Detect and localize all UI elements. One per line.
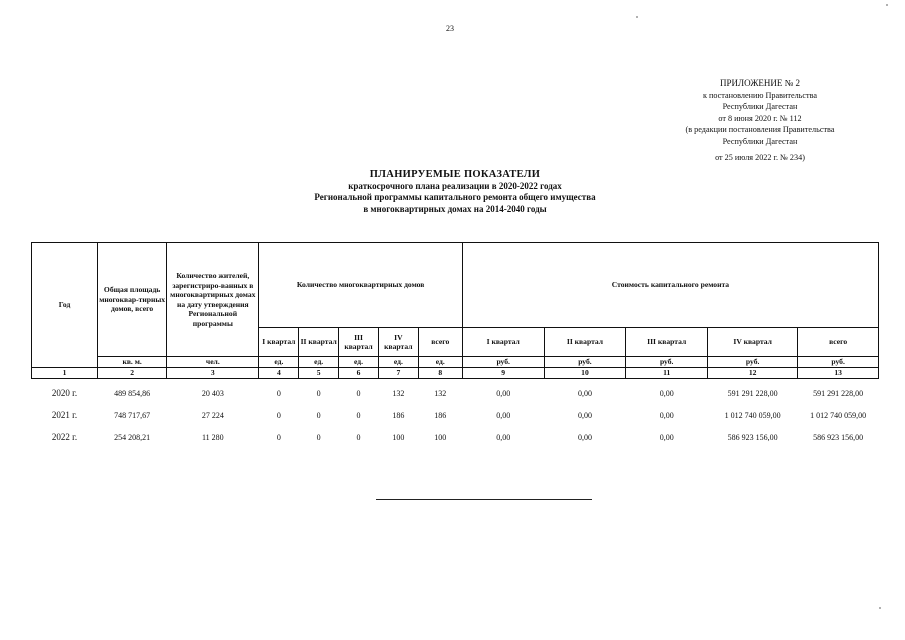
quarter-header: III квартал [626,328,708,357]
quarter-header: IV квартал [378,328,418,357]
column-number: 4 [259,367,299,378]
column-number: 12 [708,367,798,378]
table-cell: 100 [434,432,447,442]
quarter-header: I квартал [259,328,299,357]
table-cell: 0,00 [577,410,592,420]
table-cell: 748 717,67 [114,410,151,420]
column-number: 2 [98,367,167,378]
heading-line: краткосрочного плана реализации в 2020-2022 годах [348,180,562,191]
unit-cell: руб. [462,357,544,368]
year-cell: 2021 г. [51,409,78,420]
scan-speck [879,607,881,609]
table-cell: 1 012 740 059,00 [810,410,867,420]
header-area: Общая площадь многоквар-тирных домов, всего [98,243,167,357]
header-house-count: Количество многоквартирных домов [259,243,462,328]
appendix-title: ПРИЛОЖЕНИЕ № 2 [719,78,801,88]
column-number: 13 [798,367,879,378]
column-number-row [32,367,879,378]
table-cell: 0,00 [496,410,511,420]
table-cell: 132 [392,388,405,398]
quarter-header: I квартал [462,328,544,357]
appendix-line: Республики Дагестан [722,136,798,146]
table-cell: 0 [356,432,361,442]
table-row [32,383,879,405]
unit-cell: руб. [798,357,879,368]
scan-speck [636,16,638,18]
table-cell: 186 [392,410,405,420]
table-cell: 0 [276,432,281,442]
table-cell: 0,00 [659,432,674,442]
unit-cell: кв. м. [98,357,167,368]
column-number: 7 [378,367,418,378]
table-cell: 0 [356,388,361,398]
unit-cell: ед. [299,357,339,368]
column-number: 6 [339,367,379,378]
header-row [32,243,879,328]
table-cell: 0 [356,410,361,420]
page-number: 23 [446,24,454,33]
quarter-header: II квартал [544,328,626,357]
appendix-block [640,78,880,164]
table-cell: 591 291 228,00 [813,388,864,398]
unit-cell: ед. [339,357,379,368]
total-header: всего [798,328,879,357]
table-cell: 0,00 [659,388,674,398]
table-cell: 0,00 [496,388,511,398]
table-cell: 0,00 [496,432,511,442]
column-number: 11 [626,367,708,378]
table-cell: 489 854,86 [114,388,151,398]
table-cell: 586 923 156,00 [813,432,864,442]
column-number: 3 [167,367,259,378]
signature-divider-line [376,499,592,500]
table-row [32,405,879,427]
heading-line: Региональной программы капитального ремонта общего имущества [314,192,596,202]
heading-title: ПЛАНИРУЕМЫЕ ПОКАЗАТЕЛИ [369,169,541,180]
appendix-line: (в редакции постановления Правительства [685,125,835,134]
column-number: 10 [544,367,626,378]
appendix-line: от 8 июня 2020 г. № 112 [718,113,802,123]
table-cell: 20 403 [201,388,224,398]
table-cell: 132 [434,388,447,398]
column-number: 1 [32,367,98,378]
table-cell: 0 [316,432,321,442]
table-cell: 1 012 740 059,00 [724,410,781,420]
unit-cell: ед. [418,357,462,368]
column-number: 5 [299,367,339,378]
column-number: 8 [418,367,462,378]
units-row [32,357,879,368]
table-cell: 0 [316,410,321,420]
table-cell: 186 [434,410,447,420]
heading-line: в многоквартирных домах на 2014-2040 годы [363,203,547,214]
table-cell: 254 208,21 [114,432,151,442]
table-cell: 586 923 156,00 [727,432,778,442]
unit-cell: руб. [626,357,708,368]
year-cell: 2020 г. [51,387,78,398]
appendix-line: от 25 июля 2022 г. № 234) [715,153,805,162]
table-cell: 0 [276,388,281,398]
table-cell: 11 280 [201,432,224,442]
unit-cell: ед. [378,357,418,368]
unit-cell: ед. [259,357,299,368]
table-cell: 27 224 [201,410,224,420]
table-cell: 0,00 [577,432,592,442]
table-cell: 0,00 [577,388,592,398]
unit-cell: чел. [167,357,259,368]
quarter-header: II квартал [299,328,339,357]
table-row [32,427,879,449]
table-cell: 591 291 228,00 [727,388,778,398]
appendix-line: к постановлению Правительства [702,90,818,100]
quarter-header: III квартал [339,328,379,357]
document-heading [260,169,650,215]
header-year: Год [32,243,98,368]
column-number: 9 [462,367,544,378]
table-cell: 0,00 [659,410,674,420]
table-cell: 0 [276,410,281,420]
scan-speck [886,4,888,6]
header-residents: Количество жителей, зарегистриро-ванных в многоквартирных домах на дату утверждения Региональной программы [167,243,259,357]
unit-cell: руб. [544,357,626,368]
total-header: всего [418,328,462,357]
indicators-table [31,242,879,449]
table-cell: 100 [392,432,405,442]
year-cell: 2022 г. [51,431,78,442]
table-cell: 0 [316,388,321,398]
unit-cell: руб. [708,357,798,368]
quarter-header: IV квартал [708,328,798,357]
appendix-line: Республики Дагестан [722,102,798,111]
header-repair-cost: Стоимость капитального ремонта [462,243,878,328]
